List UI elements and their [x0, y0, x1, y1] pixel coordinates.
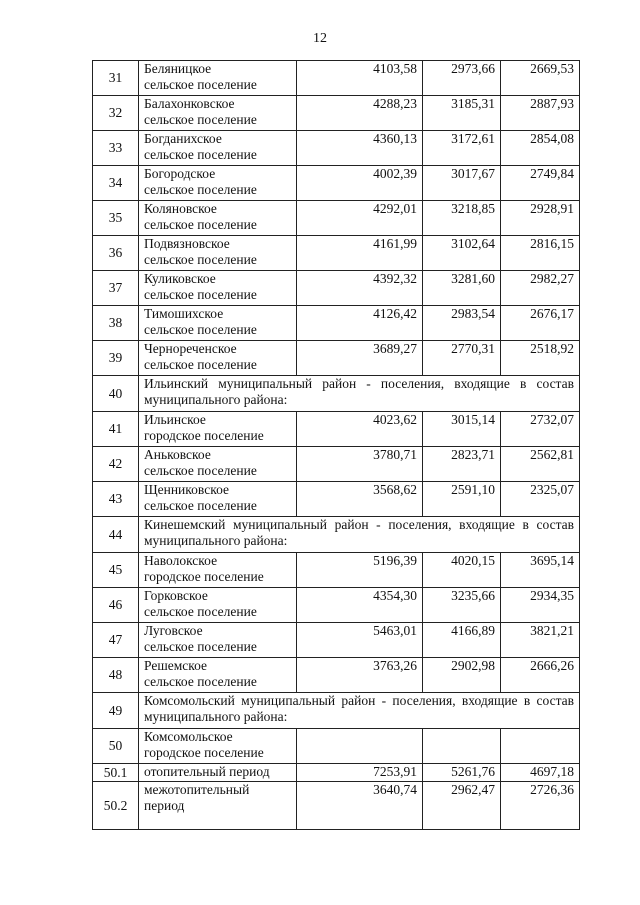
row-number: 34: [93, 166, 139, 201]
settlement-name-line: сельское поселение: [144, 674, 257, 689]
settlement-name-line: Луговское: [144, 623, 203, 638]
value-col-3: 2749,84: [501, 166, 580, 201]
value-col-3: 2816,15: [501, 236, 580, 271]
settlement-name: [139, 341, 297, 376]
value-col-1: 4023,62: [297, 412, 423, 447]
settlement-name-line: сельское поселение: [144, 322, 257, 337]
value-col-2: 4020,15: [423, 553, 501, 588]
value-col-1: 5196,39: [297, 553, 423, 588]
tariff-table-body: [93, 61, 580, 830]
value-col-1: 4103,58: [297, 61, 423, 96]
value-col-3: 2887,93: [501, 96, 580, 131]
value-col-1: 4002,39: [297, 166, 423, 201]
table-row: [93, 306, 580, 341]
settlement-name-line: сельское поселение: [144, 357, 257, 372]
row-number: 47: [93, 623, 139, 658]
value-col-1: 4126,42: [297, 306, 423, 341]
row-number: 39: [93, 341, 139, 376]
settlement-name: [139, 412, 297, 447]
settlement-name: [139, 271, 297, 306]
value-col-3: 2928,91: [501, 201, 580, 236]
value-col-3: 2325,07: [501, 482, 580, 517]
section-header-row: [93, 693, 580, 729]
settlement-name-line: городское поселение: [144, 569, 264, 584]
value-col-3: 2982,27: [501, 271, 580, 306]
value-col-2: 3172,61: [423, 131, 501, 166]
value-col-3: 2676,17: [501, 306, 580, 341]
settlement-name-line: Богородское: [144, 166, 216, 181]
value-col-1: 4292,01: [297, 201, 423, 236]
value-col-2: 2902,98: [423, 658, 501, 693]
value-col-1: 4392,32: [297, 271, 423, 306]
settlement-name: [139, 658, 297, 693]
row-number: 41: [93, 412, 139, 447]
settlement-name: [139, 553, 297, 588]
settlement-name-line: Решемское: [144, 658, 208, 673]
section-header-text: Комсомольский муниципальный район - поселения, входящие в состав муниципального района:: [139, 693, 580, 729]
settlement-name-line: городское поселение: [144, 428, 264, 443]
row-number: 40: [93, 376, 139, 412]
value-col-3: 2669,53: [501, 61, 580, 96]
settlement-name: [139, 764, 297, 782]
value-col-1: 5463,01: [297, 623, 423, 658]
settlement-name-line: Богданихское: [144, 131, 222, 146]
row-number: 38: [93, 306, 139, 341]
settlement-name-line: Наволокское: [144, 553, 218, 568]
settlement-name: [139, 236, 297, 271]
settlement-name: [139, 201, 297, 236]
row-number: 46: [93, 588, 139, 623]
table-row: [93, 764, 580, 782]
value-col-2: 3218,85: [423, 201, 501, 236]
tariff-table: [92, 60, 580, 830]
table-row: [93, 482, 580, 517]
settlement-name-line: сельское поселение: [144, 217, 257, 232]
section-header-text: Кинешемский муниципальный район - поселения, входящие в состав муниципального района:: [139, 517, 580, 553]
value-col-1: 3763,26: [297, 658, 423, 693]
row-number: 42: [93, 447, 139, 482]
table-row: [93, 729, 580, 764]
value-col-2: 2591,10: [423, 482, 501, 517]
section-header-text: Ильинский муниципальный район - поселения, входящие в состав муниципального района:: [139, 376, 580, 412]
table-row: [93, 412, 580, 447]
page-number: 12: [313, 31, 327, 46]
settlement-name-line: Горковское: [144, 588, 208, 603]
row-number: 37: [93, 271, 139, 306]
value-col-2: 3281,60: [423, 271, 501, 306]
value-col-3: 2934,35: [501, 588, 580, 623]
settlement-name-line: сельское поселение: [144, 498, 257, 513]
settlement-name-line: отопительный период: [144, 764, 270, 779]
settlement-name: [139, 482, 297, 517]
value-col-3: 2518,92: [501, 341, 580, 376]
settlement-name: [139, 61, 297, 96]
value-col-2: 3015,14: [423, 412, 501, 447]
settlement-name-line: Чернореченское: [144, 341, 237, 356]
table-row: [93, 658, 580, 693]
section-header-row: [93, 517, 580, 553]
row-number: 50: [93, 729, 139, 764]
value-col-3: 2666,26: [501, 658, 580, 693]
value-col-3: [501, 729, 580, 764]
value-col-2: 2983,54: [423, 306, 501, 341]
section-header-row: [93, 376, 580, 412]
table-row: [93, 341, 580, 376]
table-row: [93, 623, 580, 658]
settlement-name: [139, 447, 297, 482]
value-col-2: 3102,64: [423, 236, 501, 271]
settlement-name-line: сельское поселение: [144, 252, 257, 267]
settlement-name-line: Щенниковское: [144, 482, 229, 497]
row-number: 49: [93, 693, 139, 729]
settlement-name-line: сельское поселение: [144, 112, 257, 127]
row-number: 35: [93, 201, 139, 236]
settlement-name: [139, 729, 297, 764]
table-row: [93, 166, 580, 201]
value-col-1: 4360,13: [297, 131, 423, 166]
settlement-name-line: Тимошихское: [144, 306, 224, 321]
value-col-1: 4288,23: [297, 96, 423, 131]
value-col-3: 3695,14: [501, 553, 580, 588]
settlement-name-line: Балахонковское: [144, 96, 235, 111]
value-col-2: 4166,89: [423, 623, 501, 658]
settlement-name-line: Ильинское: [144, 412, 206, 427]
settlement-name-line: Куликовское: [144, 271, 216, 286]
settlement-name-line: Аньковское: [144, 447, 211, 462]
settlement-name-line: Беляницкое: [144, 61, 212, 76]
settlement-name-line: Подвязновское: [144, 236, 230, 251]
value-col-2: 3017,67: [423, 166, 501, 201]
settlement-name-line: городское поселение: [144, 745, 264, 760]
value-col-1: 7253,91: [297, 764, 423, 782]
value-col-3: 2854,08: [501, 131, 580, 166]
settlement-name: [139, 166, 297, 201]
row-number: 31: [93, 61, 139, 96]
table-row: [93, 553, 580, 588]
value-col-3: 4697,18: [501, 764, 580, 782]
settlement-name-line: период: [144, 798, 185, 813]
value-col-3: 2732,07: [501, 412, 580, 447]
row-number: 36: [93, 236, 139, 271]
table-row: [93, 588, 580, 623]
value-col-3: 2562,81: [501, 447, 580, 482]
table-row: [93, 96, 580, 131]
value-col-2: 3185,31: [423, 96, 501, 131]
table-row: [93, 201, 580, 236]
settlement-name-line: сельское поселение: [144, 604, 257, 619]
value-col-1: 3568,62: [297, 482, 423, 517]
value-col-2: 2962,47: [423, 782, 501, 830]
value-col-1: [297, 729, 423, 764]
row-number: 32: [93, 96, 139, 131]
settlement-name-line: сельское поселение: [144, 463, 257, 478]
table-row: [93, 271, 580, 306]
settlement-name-line: межотопительный: [144, 782, 250, 797]
value-col-1: 3780,71: [297, 447, 423, 482]
value-col-2: 2823,71: [423, 447, 501, 482]
table-row: [93, 61, 580, 96]
settlement-name-line: сельское поселение: [144, 639, 257, 654]
row-number: 50.2: [93, 782, 139, 830]
settlement-name: [139, 623, 297, 658]
row-number: 43: [93, 482, 139, 517]
settlement-name-line: сельское поселение: [144, 182, 257, 197]
row-number: 45: [93, 553, 139, 588]
settlement-name-line: сельское поселение: [144, 77, 257, 92]
settlement-name: [139, 782, 297, 830]
table-row: [93, 131, 580, 166]
row-number: 48: [93, 658, 139, 693]
settlement-name: [139, 96, 297, 131]
settlement-name-line: сельское поселение: [144, 287, 257, 302]
value-col-2: 5261,76: [423, 764, 501, 782]
row-number: 44: [93, 517, 139, 553]
value-col-1: 4161,99: [297, 236, 423, 271]
value-col-2: 2973,66: [423, 61, 501, 96]
row-number: 33: [93, 131, 139, 166]
value-col-2: [423, 729, 501, 764]
table-row: [93, 447, 580, 482]
value-col-2: 3235,66: [423, 588, 501, 623]
settlement-name: [139, 306, 297, 341]
value-col-3: 2726,36: [501, 782, 580, 830]
value-col-3: 3821,21: [501, 623, 580, 658]
value-col-1: 3640,74: [297, 782, 423, 830]
value-col-1: 4354,30: [297, 588, 423, 623]
table-row: [93, 782, 580, 830]
value-col-2: 2770,31: [423, 341, 501, 376]
settlement-name-line: сельское поселение: [144, 147, 257, 162]
settlement-name-line: Коляновское: [144, 201, 217, 216]
value-col-1: 3689,27: [297, 341, 423, 376]
settlement-name-line: Комсомольское: [144, 729, 233, 744]
settlement-name: [139, 131, 297, 166]
table-row: [93, 236, 580, 271]
row-number: 50.1: [93, 764, 139, 782]
settlement-name: [139, 588, 297, 623]
